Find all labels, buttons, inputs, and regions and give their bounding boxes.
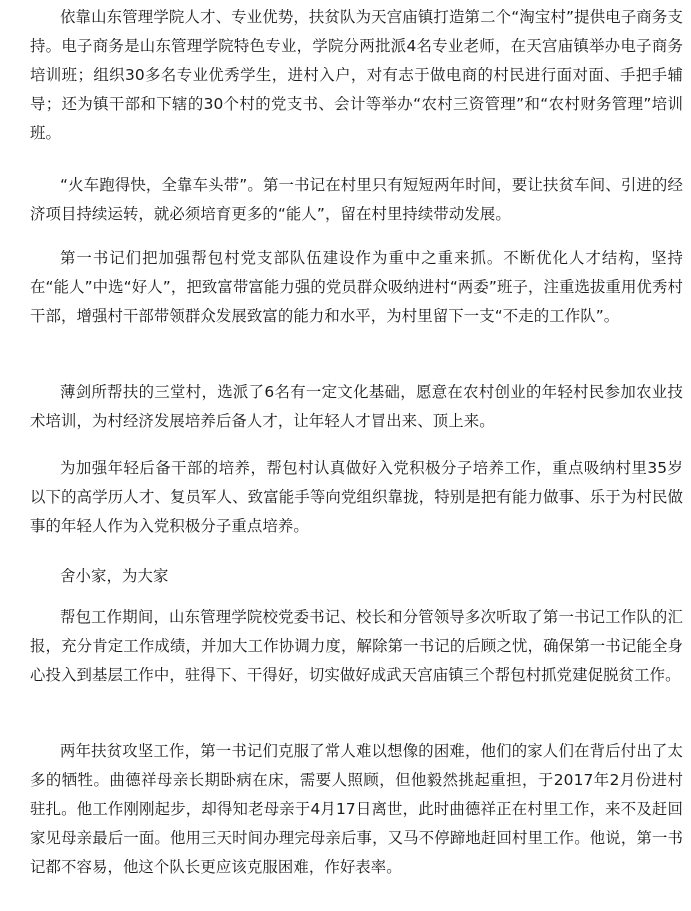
paragraph-party-branch: 第一书记们把加强帮包村党支部队伍建设作为重中之重来抓。不断优化人才结构，坚持在“能人”中选“好人”，把致富带富能力强的党员群众吸纳进村“两委”班子，注重选拔重用优秀村干部，增强村干部带领群众发展致富的能力和水平，为村里留下一支“不走的工作队”。	[30, 249, 683, 325]
paragraph-young-cadres: 为加强年轻后备干部的培养，帮包村认真做好入党积极分子培养工作，重点吸纳村里35岁以下的高学历人才、复员军人、致富能手等向党组织靠拢，特别是把有能力做事、乐于为村民做事的年轻人作为入党积极分子重点培养。	[30, 459, 683, 535]
section-heading: 舍小家，为大家	[60, 567, 169, 585]
paragraph-santang-village: 薄剑所帮扶的三堂村，选派了6名有一定文化基础，愿意在农村创业的年轻村民参加农业技术培训，为村经济发展培养后备人才，让年轻人才冒出来、顶上来。	[30, 383, 683, 430]
paragraph-train-engine: “火车跑得快，全靠车头带”。第一书记在村里只有短短两年时间，要让扶贫车间、引进的经济项目持续运转，就必须培育更多的“能人”，留在村里持续带动发展。	[30, 176, 683, 223]
paragraph-sacrifice: 两年扶贫攻坚工作，第一书记们克服了常人难以想像的困难，他们的家人们在背后付出了太多的牺牲。曲德祥母亲长期卧病在床，需要人照顾，但他毅然挑起重担，于2017年2月份进村驻扎。他工作刚刚起步，却得知老母亲于4月17日离世，此时曲德祥正在村里工作，来不及赶回家见母亲最后一面。他用三天时间办理完母亲后事，又马不停蹄地赶回村里工作。他说，第一书记都不容易，他这个队长更应该克服困难，作好表率。	[30, 742, 683, 876]
paragraph-taobao-village: 依靠山东管理学院人才、专业优势，扶贫队为天宫庙镇打造第二个“淘宝村”提供电子商务支持。电子商务是山东管理学院特色专业，学院分两批派4名专业老师，在天宫庙镇举办电子商务培训班；组织30多名专业优秀学生，进村入户，对有志于做电商的村民进行面对面、手把手辅导；还为镇干部和下辖的30个村的党支书、会计等举办“农村三资管理”和“农村财务管理”培训班。	[30, 8, 683, 142]
paragraph-school-support: 帮包工作期间，山东管理学院校党委书记、校长和分管领导多次听取了第一书记工作队的汇报，充分肯定工作成绩，并加大工作协调力度，解除第一书记的后顾之忧，确保第一书记能全身心投入到基层工作中，驻得下、干得好，切实做好成武天宫庙镇三个帮包村抓党建促脱贫工作。	[30, 608, 683, 684]
